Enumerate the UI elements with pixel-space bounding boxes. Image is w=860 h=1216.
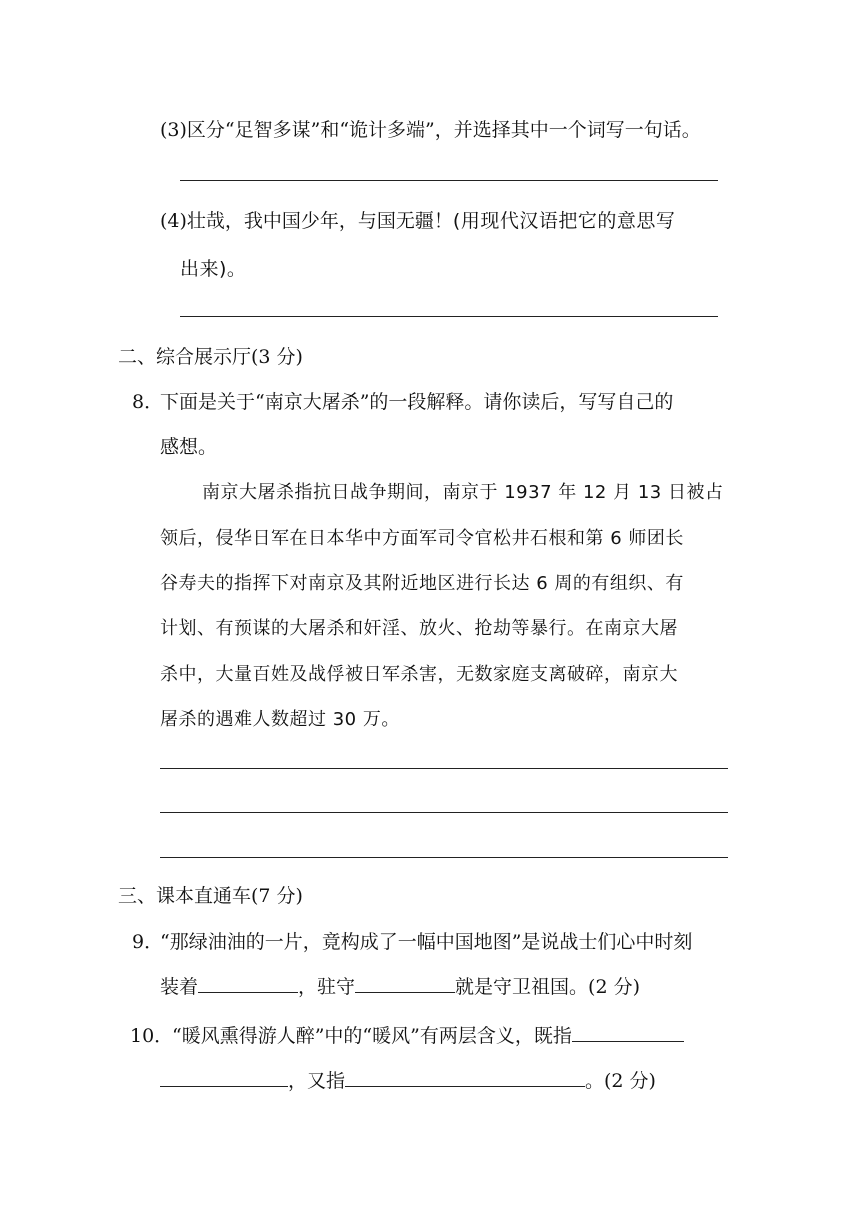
blank-10-1a[interactable] xyxy=(572,1021,684,1042)
passage-line-1: 南京大屠杀指抗日战争期间，南京于 1937 年 12 月 13 日被占 xyxy=(202,482,724,503)
passage-line-6: 屠杀的遇难人数超过 30 万。 xyxy=(160,709,400,730)
question-9-part-b: ，驻守 xyxy=(298,976,356,998)
answer-line-q3[interactable] xyxy=(180,180,718,181)
question-8-number: 8． xyxy=(132,391,164,413)
blank-10-2[interactable] xyxy=(345,1066,585,1087)
blank-10-1b[interactable] xyxy=(160,1066,288,1087)
answer-line-q8-3[interactable] xyxy=(160,857,728,858)
question-10-part-b: 。(2 分) xyxy=(585,1070,656,1092)
question-9-line-2 xyxy=(160,972,640,999)
question-4-instruction: (用现代汉语把它的意思写 xyxy=(452,210,676,232)
question-9-line-1: “那绿油油的一片，竟构成了一幅中国地图”是说战士们心中时刻 xyxy=(160,931,693,953)
question-4-quote: (4)壮哉，我中国少年，与国无疆！ xyxy=(160,210,453,232)
question-10-part-a: ，又指 xyxy=(288,1070,346,1092)
passage-line-2: 领后，侵华日军在日本华中方面军司令官松井石根和第 6 师团长 xyxy=(160,528,684,549)
question-4-line-1 xyxy=(160,206,675,233)
question-10-text: “暖风熏得游人醉”中的“暖风”有两层含义，既指 xyxy=(172,1025,572,1047)
question-4-line-2: 出来)。 xyxy=(180,258,247,280)
passage-line-5: 杀中，大量百姓及战俘被日军杀害，无数家庭支离破碎，南京大 xyxy=(160,664,678,685)
passage-line-4: 计划、有预谋的大屠杀和奸淫、放火、抢劫等暴行。在南京大屠 xyxy=(160,618,678,639)
blank-9-2[interactable] xyxy=(355,972,455,993)
question-10-number: 10． xyxy=(130,1025,174,1047)
question-10-line-1 xyxy=(172,1021,684,1048)
question-8-line-1: 下面是关于“南京大屠杀”的一段解释。请你读后，写写自己的 xyxy=(160,391,674,413)
passage-line-3: 谷寿夫的指挥下对南京及其附近地区进行长达 6 周的有组织、有 xyxy=(160,573,684,594)
question-9-part-c: 就是守卫祖国。(2 分) xyxy=(455,976,640,998)
answer-line-q8-1[interactable] xyxy=(160,768,728,769)
question-10-line-2 xyxy=(160,1066,656,1093)
answer-line-q4[interactable] xyxy=(180,316,718,317)
answer-line-q8-2[interactable] xyxy=(160,812,728,813)
question-9-part-a: 装着 xyxy=(160,976,199,998)
question-3-text: (3)区分“足智多谋”和“诡计多端”，并选择其中一个词写一句话。 xyxy=(160,119,701,141)
blank-9-1[interactable] xyxy=(198,972,298,993)
section-3-heading: 三、课本直通车(7 分) xyxy=(118,885,303,907)
question-8-line-2: 感想。 xyxy=(160,436,218,458)
section-2-heading: 二、综合展示厅(3 分) xyxy=(118,346,303,368)
question-9-number: 9． xyxy=(132,931,164,953)
